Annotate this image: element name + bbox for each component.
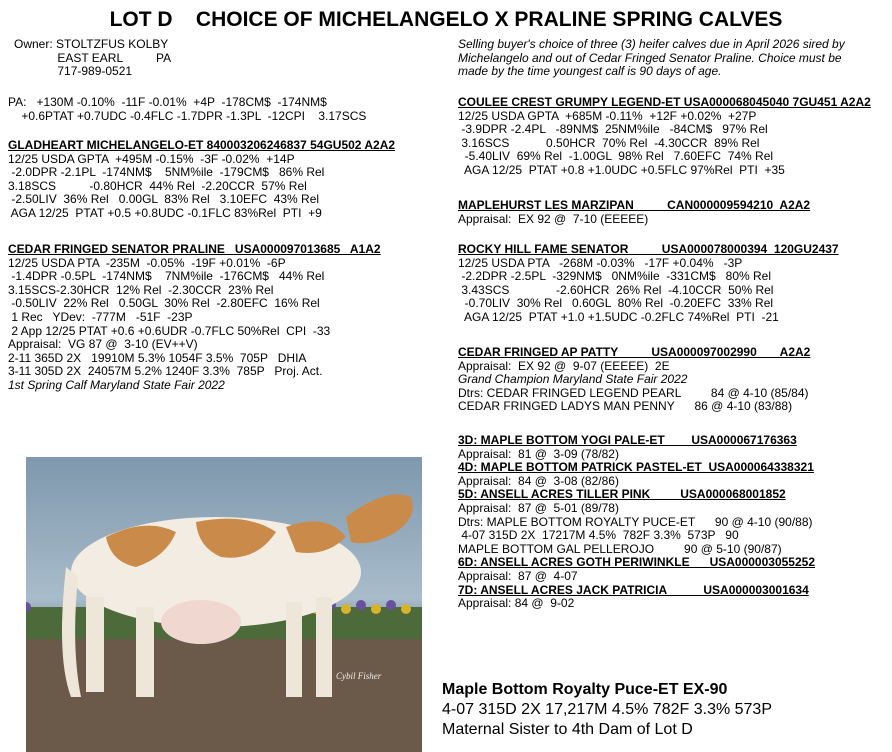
terms-line: Selling buyer's choice of three (3) heifer calves due in April 2026 sired by — [458, 37, 845, 51]
ground — [26, 637, 422, 752]
owner-line: Owner: STOLTZFUS KOLBY — [14, 37, 169, 51]
dam-6d-heading: 6D: ANSELL ACRES GOTH PERIWINKLE USA000003055252 — [458, 555, 815, 570]
pa-line: PA: +130M -0.10% -11F -0.01% +4P -178CM$ -174NM$ — [8, 95, 327, 109]
photo-caption — [442, 680, 772, 740]
sire-line: AGA 12/25 PTAT +0.5 +0.8UDC -0.1FLC 83%Rel PTI +9 — [8, 205, 322, 220]
dam-award: 1st Spring Calf Maryland State Fair 2022 — [8, 377, 225, 392]
sire-block — [8, 139, 395, 221]
granddam-dtr: Dtrs: CEDAR FRINGED LEGEND PEARL 84 @ 4-10 (85/84) — [458, 385, 809, 400]
sire-of-sire-heading: COULEE CREST GRUMPY LEGEND-ET USA000068045040 7GU451 A2A2 — [458, 95, 871, 109]
sire-of-dam-line: 3.43SCS -2.60HCR 26% Rel -4.10CCR 50% Rel — [458, 282, 774, 297]
dam-5d-line: Appraisal: 87 @ 5-01 (89/78) — [458, 500, 619, 515]
caption-name: Maple Bottom Royalty Puce-ET EX-90 — [442, 681, 728, 698]
dam-line: 12/25 USDA PTA -235M -0.05% -19F +0.01% -6P — [8, 255, 286, 270]
terms-line: Michelangelo and out of Cedar Fringed Senator Praline. Choice must be — [458, 50, 842, 65]
caption-note: Maternal Sister to 4th Dam of Lot D — [442, 721, 693, 738]
owner-line: 717-989-0521 — [14, 64, 133, 79]
dam-5d-heading: 5D: ANSELL ACRES TILLER PINK USA000068001852 — [458, 487, 786, 502]
dam-line: -0.50LIV 22% Rel 0.50GL 30% Rel -2.80EFC 16% Rel — [8, 296, 320, 311]
sire-of-dam-block — [458, 243, 839, 325]
dam-of-sire-line: Appraisal: EX 92 @ 7-10 (EEEEE) — [458, 211, 649, 226]
dam-line: 3-11 305D 2X 24057M 5.2% 1240F 3.3% 785P Proj. Act. — [8, 364, 323, 379]
dam-of-sire-heading: MAPLEHURST LES MARZIPAN CAN000009594210 A2A2 — [458, 198, 811, 212]
dam-line: -1.4DPR -0.5PL -174NM$ 7NM%ile -176CM$ 44% Rel — [8, 269, 325, 284]
sale-terms — [458, 38, 845, 79]
granddam-heading: CEDAR FRINGED AP PATTY USA000097002990 A2A2 — [458, 345, 811, 359]
dam-6d-line: Appraisal: 87 @ 4-07 — [458, 568, 578, 583]
sire-of-dam-heading: ROCKY HILL FAME SENATOR USA000078000394 120GU2437 — [458, 242, 839, 256]
sire-of-sire-line: 12/25 USDA GPTA +685M -0.11% +12F +0.02% +27P — [458, 108, 757, 123]
dam-3d-heading: 3D: MAPLE BOTTOM YOGI PALE-ET USA000067176363 — [458, 433, 797, 447]
cow-photo — [26, 457, 422, 752]
page-title: LOT D CHOICE OF MICHELANGELO X PRALINE SPRING CALVES — [109, 8, 783, 31]
terms-line: made by the time youngest calf is 90 days of age. — [458, 64, 722, 79]
dam-line: 3.15SCS-2.30HCR 12% Rel -2.30CCR 23% Rel — [8, 282, 274, 297]
pa-block — [8, 96, 366, 123]
dam-of-sire-block — [458, 199, 810, 226]
cow-illustration — [26, 457, 422, 752]
sire-of-dam-line: AGA 12/25 PTAT +1.0 +1.5UDC -0.2FLC 74%Rel PTI -21 — [458, 309, 779, 324]
sire-of-sire-line: 3.16SCS 0.50HCR 70% Rel -4.30CCR 89% Rel — [458, 135, 760, 150]
dam-line: 2 App 12/25 PTAT +0.6 +0.6UDR -0.7FLC 50%Rel CPI -33 — [8, 323, 331, 338]
dam-4d-heading: 4D: MAPLE BOTTOM PATRICK PASTEL-ET USA000064338321 — [458, 460, 814, 475]
granddam-block — [458, 346, 810, 414]
granddam-dtr: CEDAR FRINGED LADYS MAN PENNY 86 @ 4-10 (83/88) — [458, 399, 793, 414]
sire-heading: GLADHEART MICHELANGELO-ET 840003206246837 54GU502 A2A2 — [8, 138, 396, 152]
dam-heading: CEDAR FRINGED SENATOR PRALINE USA000097013685 A1A2 — [8, 242, 381, 256]
sire-line: 12/25 USDA GPTA +495M -0.15% -3F -0.02% +14P — [8, 151, 295, 166]
sire-line: 3.18SCS -0.80HCR 44% Rel -2.20CCR 57% Rel — [8, 178, 307, 193]
dam-line: Appraisal: VG 87 @ 3-10 (EV++V) — [8, 337, 198, 352]
further-dams-block — [458, 434, 815, 611]
sire-of-sire-line: -5.40LIV 69% Rel -1.00GL 98% Rel 7.60EFC 74% Rel — [458, 149, 774, 164]
caption-record: 4-07 315D 2X 17,217M 4.5% 782F 3.3% 573P — [442, 701, 772, 718]
photographer-signature: Cybil Fisher — [336, 671, 382, 681]
granddam-award: Grand Champion Maryland State Fair 2022 — [458, 372, 688, 387]
sire-of-sire-line: AGA 12/25 PTAT +0.8 +1.0UDC +0.5FLC 97%Rel PTI +35 — [458, 162, 785, 177]
dam-7d-heading: 7D: ANSELL ACRES JACK PATRICIA USA000003001634 — [458, 582, 809, 597]
sire-line: -2.0DPR -2.1PL -174NM$ 5NM%ile -179CM$ 86% Rel — [8, 165, 325, 180]
sire-of-dam-line: 12/25 USDA PTA -268M -0.03% -17F +0.04% -3P — [458, 255, 743, 270]
dam-7d-line: Appraisal: 84 @ 9-02 — [458, 596, 575, 611]
pa-line: +0.6PTAT +0.7UDC -0.4FLC -1.7DPR -1.3PL -12CPI 3.17SCS — [8, 108, 367, 123]
owner-info — [14, 38, 171, 79]
sire-of-dam-line: -0.70LIV 30% Rel 0.60GL 80% Rel -0.20EFC 33% Rel — [458, 296, 774, 311]
dam-5d-line: 4-07 315D 2X 17217M 4.5% 782F 3.3% 573P 90 — [458, 528, 739, 543]
dam-block — [8, 243, 381, 393]
dam-line: 2-11 365D 2X 19910M 5.3% 1054F 3.5% 705P DHIA — [8, 350, 307, 365]
owner-line: EAST EARL PA — [14, 50, 172, 65]
sire-of-sire-line: -3.9DPR -2.4PL -89NM$ 25NM%ile -84CM$ 97% Rel — [458, 122, 768, 137]
dam-5d-line: Dtrs: MAPLE BOTTOM ROYALTY PUCE-ET 90 @ 4-10 (90/88) — [458, 514, 813, 529]
dam-line: 1 Rec YDev: -777M -51F -23P — [8, 309, 193, 324]
dam-3d-line: Appraisal: 81 @ 3-09 (78/82) — [458, 446, 619, 461]
sire-of-dam-line: -2.2DPR -2.5PL -329NM$ 0NM%ile -331CM$ 80% Rel — [458, 269, 772, 284]
granddam-appraisal: Appraisal: EX 92 @ 9-07 (EEEEE) 2E — [458, 358, 670, 373]
sire-of-sire-block — [458, 96, 871, 178]
sire-line: -2.50LIV 36% Rel 0.00GL 83% Rel 3.10EFC 43% Rel — [8, 192, 320, 207]
dam-4d-line: Appraisal: 84 @ 3-08 (82/86) — [458, 473, 619, 488]
dam-5d-line: MAPLE BOTTOM GAL PELLEROJO 90 @ 5-10 (90/87) — [458, 541, 782, 556]
